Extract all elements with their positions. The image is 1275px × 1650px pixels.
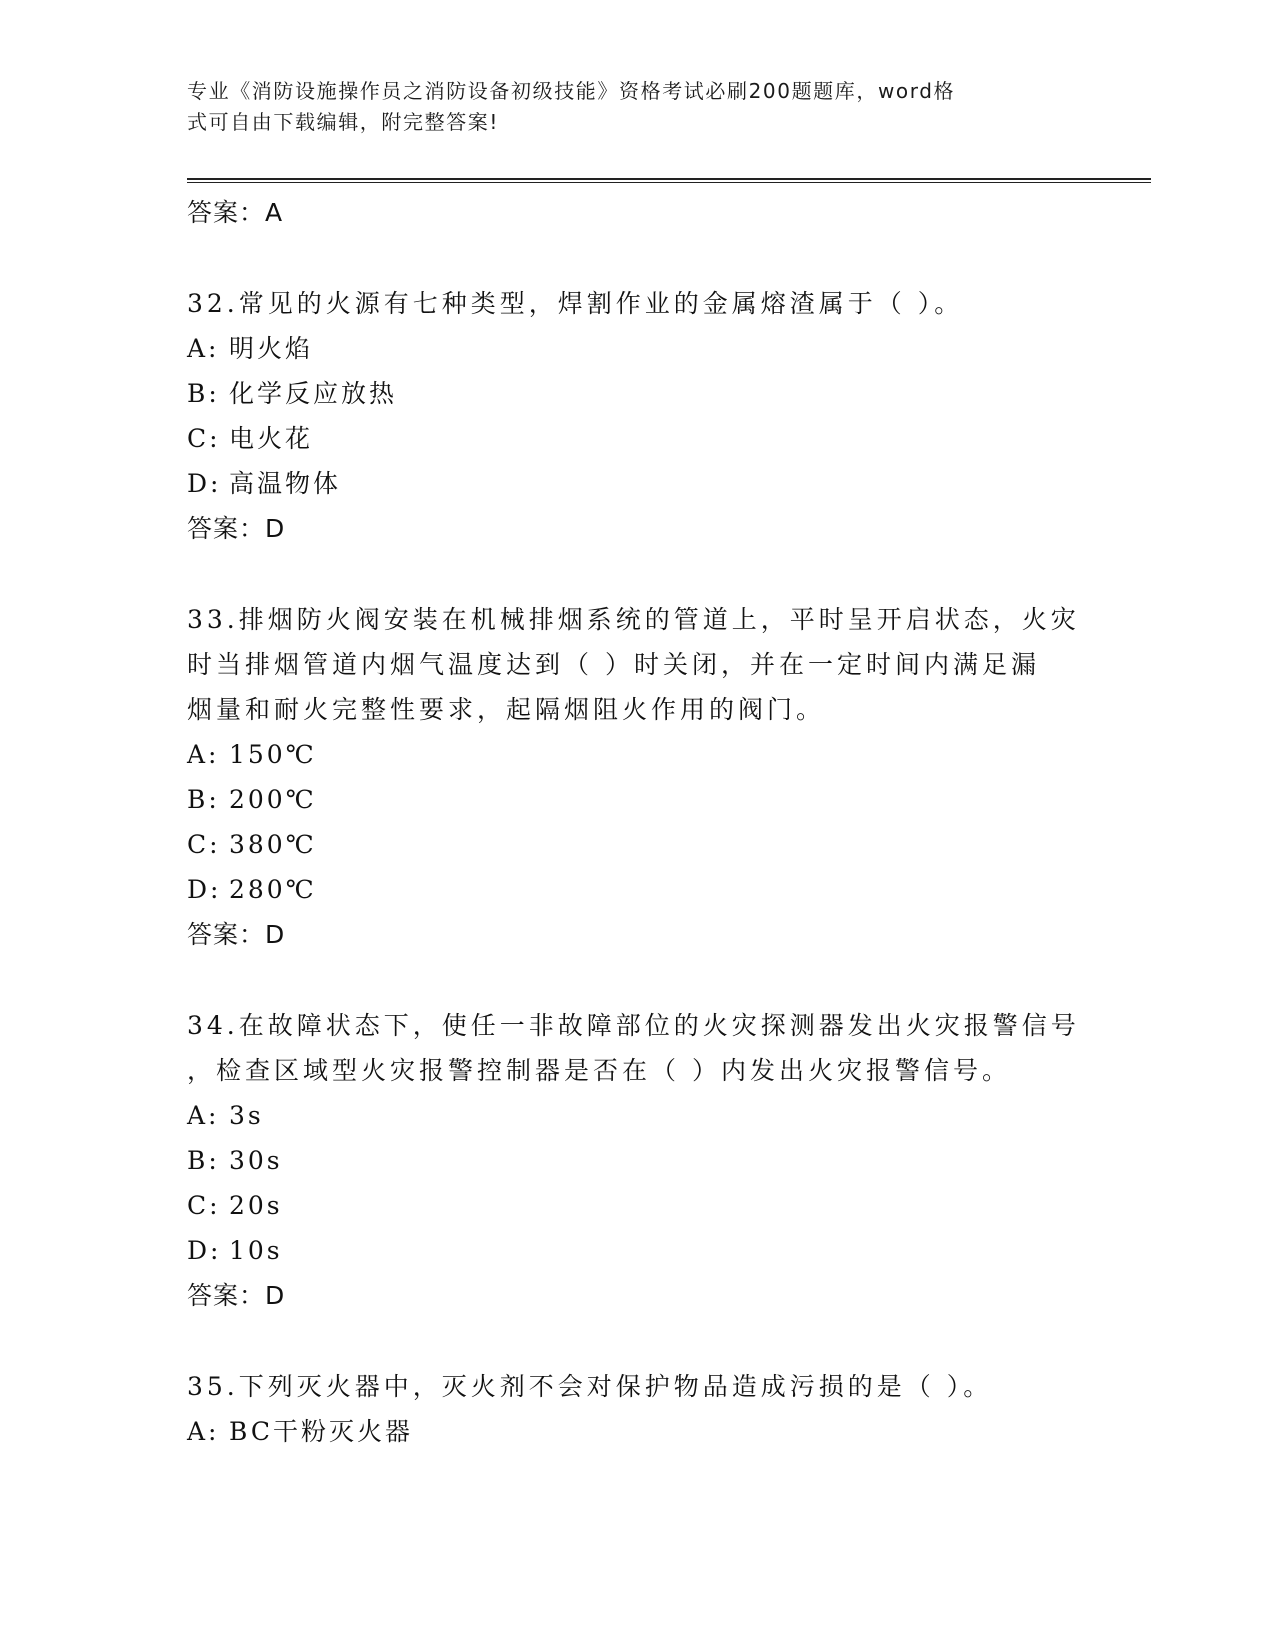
question-35 xyxy=(187,1364,1087,1454)
option-letter: D: xyxy=(187,875,222,904)
option-letter: B: xyxy=(187,785,220,814)
option-a xyxy=(187,326,1087,371)
question-stem: 35.下列灭火器中，灭火剂不会对保护物品造成污损的是（ ）。 xyxy=(187,1372,993,1401)
option-text: 200℃ xyxy=(229,785,317,814)
question-stem: 32.常见的火源有七种类型，焊割作业的金属熔渣属于（ ）。 xyxy=(187,289,964,318)
option-letter: A: xyxy=(187,1101,220,1130)
option-b xyxy=(187,371,1087,416)
question-32 xyxy=(187,281,1087,551)
option-letter: D: xyxy=(187,469,222,498)
option-text: 150℃ xyxy=(229,740,317,769)
option-letter: C: xyxy=(187,1191,221,1220)
answer-line: 答案：D xyxy=(187,514,286,543)
answer-line: 答案：D xyxy=(187,1281,286,1310)
option-letter: C: xyxy=(187,830,221,859)
option-a xyxy=(187,732,1087,777)
header-divider-thin xyxy=(187,182,1151,183)
question-list xyxy=(187,190,1087,1454)
option-text: 280℃ xyxy=(229,875,317,904)
header-divider-thick xyxy=(187,178,1151,180)
option-a xyxy=(187,1093,1087,1138)
question-stem-line-2: 时当排烟管道内烟气温度达到（ ）时关闭，并在一定时间内满足漏 xyxy=(187,650,1040,679)
option-text: 3s xyxy=(229,1101,264,1130)
option-a xyxy=(187,1409,1087,1454)
question-33 xyxy=(187,597,1087,957)
answer-line: 答案：D xyxy=(187,920,286,949)
option-letter: B: xyxy=(187,379,220,408)
option-letter: D: xyxy=(187,1236,222,1265)
option-d xyxy=(187,867,1087,912)
question-stem-line-1: 33.排烟防火阀安装在机械排烟系统的管道上，平时呈开启状态，火灾 xyxy=(187,605,1080,634)
option-d xyxy=(187,1228,1087,1273)
option-c xyxy=(187,822,1087,867)
option-text: 明火焰 xyxy=(229,334,314,363)
header-line-2: 式可自由下载编辑，附完整答案! xyxy=(187,110,500,134)
answer-line: 答案：A xyxy=(187,198,284,227)
option-text: 20s xyxy=(229,1191,283,1220)
header-line-1: 专业《消防设施操作员之消防设备初级技能》资格考试必刷200题题库，word格 xyxy=(187,79,956,103)
option-c xyxy=(187,1183,1087,1228)
question-stem-line-1: 34.在故障状态下，使任一非故障部位的火灾探测器发出火灾报警信号 xyxy=(187,1011,1080,1040)
option-letter: A: xyxy=(187,740,220,769)
option-d xyxy=(187,461,1087,506)
option-text: 电火花 xyxy=(229,424,314,453)
option-text: 30s xyxy=(229,1146,283,1175)
option-letter: A: xyxy=(187,1417,220,1446)
option-text: 10s xyxy=(229,1236,283,1265)
question-stem-line-3: 烟量和耐火完整性要求，起隔烟阻火作用的阀门。 xyxy=(187,695,826,724)
option-letter: C: xyxy=(187,424,221,453)
option-b xyxy=(187,777,1087,822)
option-text: BC干粉灭火器 xyxy=(229,1417,413,1446)
option-text: 化学反应放热 xyxy=(229,379,398,408)
question-stem-line-2: ，检查区域型火灾报警控制器是否在（ ）内发出火灾报警信号。 xyxy=(187,1056,1011,1085)
question-34 xyxy=(187,1003,1087,1318)
option-letter: A: xyxy=(187,334,220,363)
option-letter: B: xyxy=(187,1146,220,1175)
option-c xyxy=(187,416,1087,461)
document-header xyxy=(187,76,1067,138)
option-text: 380℃ xyxy=(229,830,317,859)
option-text: 高温物体 xyxy=(229,469,342,498)
option-b xyxy=(187,1138,1087,1183)
